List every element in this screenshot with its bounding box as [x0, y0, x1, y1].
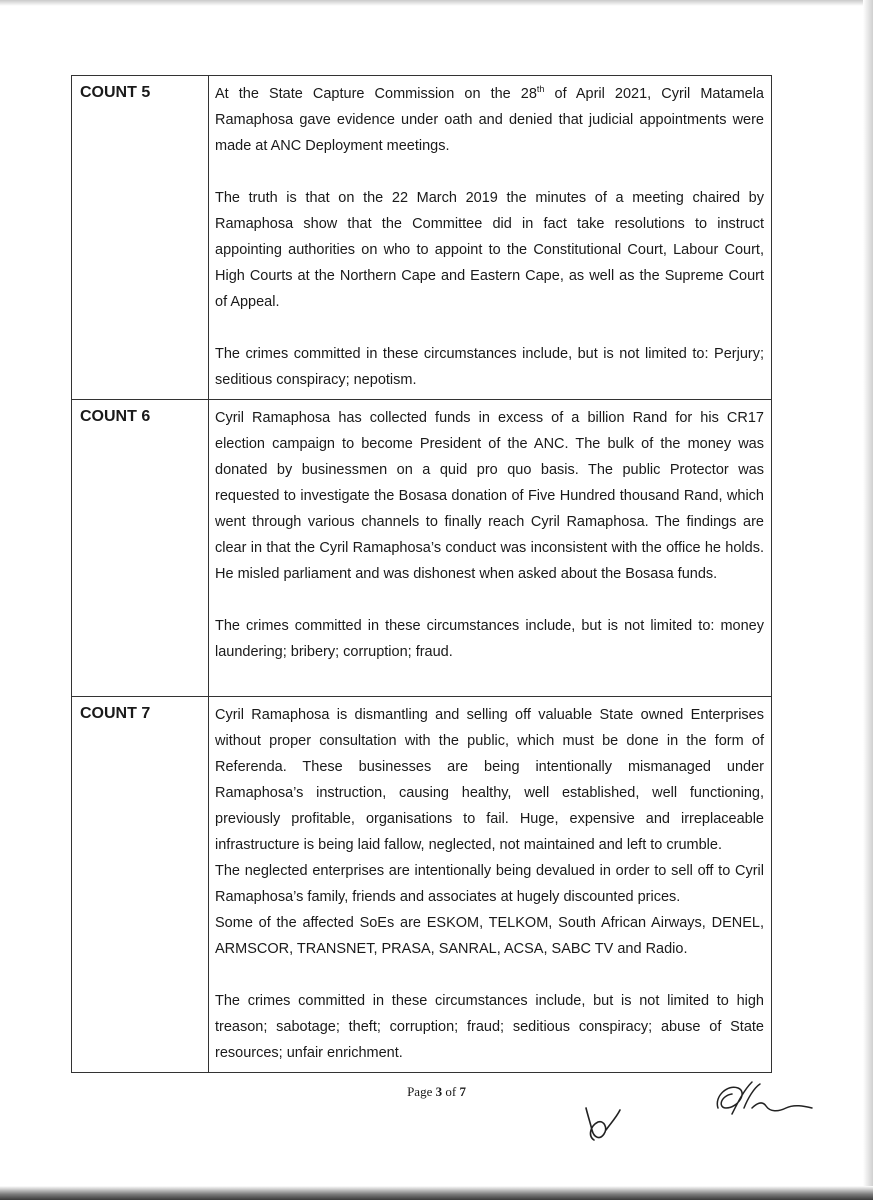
count-6-paragraph-2: The crimes committed in these circumstances include, but is not limited to: money laundering; bribery; corruption; fraud. — [215, 618, 764, 660]
count-7-paragraph-1: Cyril Ramaphosa is dismantling and selling off valuable State owned Enterprises without proper consultation with the public, which must be done in the form of Referenda. These businesses are being intentionally mismanaged under Ramaphosa’s instruction, causing healthy, well established, well functioning, previously profitable, organisations to fail. Huge, expensive and irreplaceable infrastructure is being laid fallow, neglected, not maintained and left to crumble. — [215, 707, 764, 853]
count-7-body — [209, 697, 772, 1073]
count-5-p1-sup: th — [536, 84, 545, 95]
scan-top-edge — [0, 0, 873, 6]
count-6-label: COUNT 6 — [72, 400, 209, 697]
count-5-row — [72, 76, 772, 400]
page-of: of — [445, 1084, 457, 1099]
count-6-body — [209, 400, 772, 697]
count-7-label: COUNT 7 — [72, 697, 209, 1073]
count-5-label: COUNT 5 — [72, 76, 209, 400]
count-7-paragraph-3: Some of the affected SoEs are ESKOM, TELKOM, South African Airways, DENEL, ARMSCOR, TRANSNET, PRASA, SANRAL, ACSA, SABC TV and Radio. — [215, 915, 764, 957]
count-6-paragraph-1: Cyril Ramaphosa has collected funds in excess of a billion Rand for his CR17 election campaign to become President of the ANC. The bulk of the money was donated by businessmen on a quid pro quo basis. The public Protector was requested to investigate the Bosasa donation of Five Hundred thousand Rand, which went through various channels to finally reach Cyril Ramaphosa. The findings are clear in that the Cyril Ramaphosa’s conduct was inconsistent with the office he holds. He misled parliament and was dishonest when asked about the Bosasa funds. — [215, 410, 764, 582]
count-6-row — [72, 400, 772, 697]
scan-right-edge — [863, 0, 873, 1200]
count-7-row — [72, 697, 772, 1073]
count-5-p1-end: of April 2021, Cyril Matamela Ramaphosa gave evidence under oath and denied that judicial appointments were made at ANC Deployment meetings. — [215, 86, 764, 154]
count-7-paragraph-4: The crimes committed in these circumstances include, but is not limited to high treason; sabotage; theft; corruption; fraud; seditious conspiracy; abuse of State resources; unfair enrichment. — [215, 993, 764, 1061]
count-5-p1-start: At the State Capture Commission on the 28 — [215, 86, 537, 102]
count-5-paragraph-1 — [215, 81, 764, 159]
counts-table — [71, 75, 772, 1073]
page-current: 3 — [435, 1084, 443, 1099]
scan-bottom-edge — [0, 1186, 873, 1200]
page-word: Page — [407, 1084, 433, 1099]
count-5-paragraph-3: The crimes committed in these circumstances include, but is not limited to: Perjury; seditious conspiracy; nepotism. — [215, 346, 764, 388]
count-7-paragraph-2: The neglected enterprises are intentionally being devalued in order to sell off to Cyril Ramaphosa’s family, friends and associates at hugely discounted prices. — [215, 863, 764, 905]
handwritten-signature — [708, 1078, 818, 1126]
count-5-body — [209, 76, 772, 400]
handwritten-initials — [578, 1100, 624, 1144]
count-5-paragraph-2: The truth is that on the 22 March 2019 the minutes of a meeting chaired by Ramaphosa show that the Committee did in fact take resolutions to instruct appointing authorities on who to appoint to the Constitutional Court, Labour Court, High Courts at the Northern Cape and Eastern Cape, as well as the Supreme Court of Appeal. — [215, 190, 764, 310]
page-total: 7 — [459, 1084, 466, 1099]
